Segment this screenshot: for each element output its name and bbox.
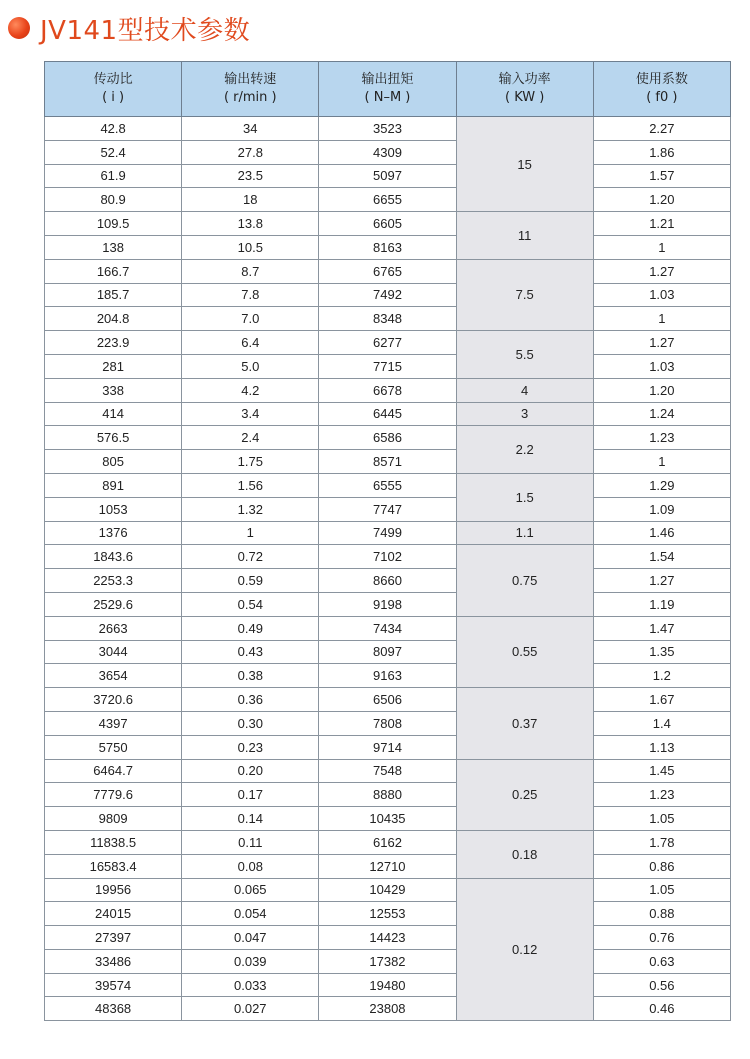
torque-cell: 14423 bbox=[319, 926, 456, 950]
speed-cell: 1.32 bbox=[182, 497, 319, 521]
ratio-cell: 16583.4 bbox=[45, 854, 182, 878]
service-factor-cell: 1.29 bbox=[593, 473, 730, 497]
power-cell: 0.12 bbox=[456, 878, 593, 1021]
speed-cell: 0.59 bbox=[182, 569, 319, 593]
service-factor-cell: 1.46 bbox=[593, 521, 730, 545]
table-row bbox=[45, 711, 731, 735]
speed-cell: 0.047 bbox=[182, 926, 319, 950]
ratio-cell: 576.5 bbox=[45, 426, 182, 450]
service-factor-cell: 1.05 bbox=[593, 807, 730, 831]
power-cell: 0.25 bbox=[456, 759, 593, 830]
speed-cell: 7.0 bbox=[182, 307, 319, 331]
table-row bbox=[45, 688, 731, 712]
table-row bbox=[45, 378, 731, 402]
ratio-cell: 5750 bbox=[45, 735, 182, 759]
ratio-cell: 2253.3 bbox=[45, 569, 182, 593]
torque-cell: 6445 bbox=[319, 402, 456, 426]
torque-cell: 19480 bbox=[319, 973, 456, 997]
service-factor-cell: 1.4 bbox=[593, 711, 730, 735]
service-factor-cell: 0.56 bbox=[593, 973, 730, 997]
ratio-cell: 166.7 bbox=[45, 259, 182, 283]
ratio-cell: 42.8 bbox=[45, 117, 182, 141]
speed-cell: 18 bbox=[182, 188, 319, 212]
speed-cell: 7.8 bbox=[182, 283, 319, 307]
speed-cell: 0.72 bbox=[182, 545, 319, 569]
service-factor-cell: 1.27 bbox=[593, 331, 730, 355]
spec-table bbox=[44, 61, 731, 1021]
table-row bbox=[45, 212, 731, 236]
table-row bbox=[45, 450, 731, 474]
torque-cell: 6678 bbox=[319, 378, 456, 402]
service-factor-cell: 1 bbox=[593, 235, 730, 259]
ratio-cell: 9809 bbox=[45, 807, 182, 831]
ratio-cell: 7779.6 bbox=[45, 783, 182, 807]
speed-cell: 1 bbox=[182, 521, 319, 545]
bullet-dot-icon bbox=[8, 17, 30, 39]
power-cell: 15 bbox=[456, 117, 593, 212]
speed-cell: 0.065 bbox=[182, 878, 319, 902]
ratio-cell: 11838.5 bbox=[45, 830, 182, 854]
ratio-cell: 39574 bbox=[45, 973, 182, 997]
torque-cell: 7548 bbox=[319, 759, 456, 783]
service-factor-cell: 1 bbox=[593, 450, 730, 474]
service-factor-cell: 1.54 bbox=[593, 545, 730, 569]
torque-cell: 7102 bbox=[319, 545, 456, 569]
ratio-cell: 1376 bbox=[45, 521, 182, 545]
ratio-cell: 3044 bbox=[45, 640, 182, 664]
ratio-cell: 414 bbox=[45, 402, 182, 426]
power-cell: 11 bbox=[456, 212, 593, 260]
ratio-cell: 27397 bbox=[45, 926, 182, 950]
header-service-factor: 使用系数 ( f0 ) bbox=[593, 62, 730, 117]
service-factor-cell: 1.03 bbox=[593, 354, 730, 378]
service-factor-cell: 1.67 bbox=[593, 688, 730, 712]
ratio-cell: 4397 bbox=[45, 711, 182, 735]
table-row bbox=[45, 664, 731, 688]
service-factor-cell: 1.13 bbox=[593, 735, 730, 759]
torque-cell: 9198 bbox=[319, 592, 456, 616]
service-factor-cell: 1.23 bbox=[593, 783, 730, 807]
service-factor-cell: 0.76 bbox=[593, 926, 730, 950]
service-factor-cell: 1.86 bbox=[593, 140, 730, 164]
torque-cell: 7434 bbox=[319, 616, 456, 640]
service-factor-cell: 1.27 bbox=[593, 569, 730, 593]
torque-cell: 6765 bbox=[319, 259, 456, 283]
speed-cell: 5.0 bbox=[182, 354, 319, 378]
speed-cell: 0.54 bbox=[182, 592, 319, 616]
table-row bbox=[45, 235, 731, 259]
torque-cell: 8097 bbox=[319, 640, 456, 664]
torque-cell: 8660 bbox=[319, 569, 456, 593]
torque-cell: 7492 bbox=[319, 283, 456, 307]
service-factor-cell: 1.47 bbox=[593, 616, 730, 640]
service-factor-cell: 1.57 bbox=[593, 164, 730, 188]
speed-cell: 0.14 bbox=[182, 807, 319, 831]
ratio-cell: 3654 bbox=[45, 664, 182, 688]
ratio-cell: 52.4 bbox=[45, 140, 182, 164]
table-row bbox=[45, 616, 731, 640]
table-row bbox=[45, 973, 731, 997]
power-cell: 1.1 bbox=[456, 521, 593, 545]
service-factor-cell: 0.63 bbox=[593, 949, 730, 973]
torque-cell: 6277 bbox=[319, 331, 456, 355]
speed-cell: 0.23 bbox=[182, 735, 319, 759]
speed-cell: 0.08 bbox=[182, 854, 319, 878]
torque-cell: 6655 bbox=[319, 188, 456, 212]
power-cell: 3 bbox=[456, 402, 593, 426]
table-row bbox=[45, 164, 731, 188]
service-factor-cell: 1.23 bbox=[593, 426, 730, 450]
torque-cell: 12710 bbox=[319, 854, 456, 878]
table-row bbox=[45, 926, 731, 950]
torque-cell: 4309 bbox=[319, 140, 456, 164]
table-row bbox=[45, 331, 731, 355]
torque-cell: 7715 bbox=[319, 354, 456, 378]
table-row bbox=[45, 949, 731, 973]
table-row bbox=[45, 307, 731, 331]
ratio-cell: 1843.6 bbox=[45, 545, 182, 569]
power-cell: 5.5 bbox=[456, 331, 593, 379]
ratio-cell: 891 bbox=[45, 473, 182, 497]
service-factor-cell: 0.46 bbox=[593, 997, 730, 1021]
speed-cell: 1.75 bbox=[182, 450, 319, 474]
torque-cell: 7747 bbox=[319, 497, 456, 521]
speed-cell: 34 bbox=[182, 117, 319, 141]
header-ratio: 传动比 ( i ) bbox=[45, 62, 182, 117]
ratio-cell: 281 bbox=[45, 354, 182, 378]
ratio-cell: 338 bbox=[45, 378, 182, 402]
ratio-cell: 138 bbox=[45, 235, 182, 259]
table-row bbox=[45, 830, 731, 854]
speed-cell: 0.36 bbox=[182, 688, 319, 712]
speed-cell: 8.7 bbox=[182, 259, 319, 283]
table-row bbox=[45, 807, 731, 831]
table-row bbox=[45, 117, 731, 141]
torque-cell: 8880 bbox=[319, 783, 456, 807]
power-cell: 0.55 bbox=[456, 616, 593, 687]
table-row bbox=[45, 188, 731, 212]
service-factor-cell: 1 bbox=[593, 307, 730, 331]
power-cell: 0.18 bbox=[456, 830, 593, 878]
power-cell: 0.37 bbox=[456, 688, 593, 759]
table-row bbox=[45, 354, 731, 378]
table-row bbox=[45, 426, 731, 450]
service-factor-cell: 0.88 bbox=[593, 902, 730, 926]
table-row bbox=[45, 592, 731, 616]
speed-cell: 2.4 bbox=[182, 426, 319, 450]
speed-cell: 0.027 bbox=[182, 997, 319, 1021]
service-factor-cell: 1.20 bbox=[593, 188, 730, 212]
ratio-cell: 2529.6 bbox=[45, 592, 182, 616]
speed-cell: 0.17 bbox=[182, 783, 319, 807]
ratio-cell: 2663 bbox=[45, 616, 182, 640]
service-factor-cell: 1.27 bbox=[593, 259, 730, 283]
ratio-cell: 109.5 bbox=[45, 212, 182, 236]
ratio-cell: 1053 bbox=[45, 497, 182, 521]
torque-cell: 7499 bbox=[319, 521, 456, 545]
page-title bbox=[8, 6, 250, 50]
torque-cell: 8348 bbox=[319, 307, 456, 331]
table-row bbox=[45, 783, 731, 807]
speed-cell: 0.49 bbox=[182, 616, 319, 640]
power-cell: 2.2 bbox=[456, 426, 593, 474]
torque-cell: 9163 bbox=[319, 664, 456, 688]
torque-cell: 6586 bbox=[319, 426, 456, 450]
service-factor-cell: 1.21 bbox=[593, 212, 730, 236]
speed-cell: 4.2 bbox=[182, 378, 319, 402]
power-cell: 7.5 bbox=[456, 259, 593, 330]
torque-cell: 7808 bbox=[319, 711, 456, 735]
table-row bbox=[45, 259, 731, 283]
speed-cell: 27.8 bbox=[182, 140, 319, 164]
speed-cell: 6.4 bbox=[182, 331, 319, 355]
torque-cell: 6162 bbox=[319, 830, 456, 854]
ratio-cell: 19956 bbox=[45, 878, 182, 902]
torque-cell: 12553 bbox=[319, 902, 456, 926]
service-factor-cell: 1.03 bbox=[593, 283, 730, 307]
table-header-row bbox=[45, 62, 731, 117]
speed-cell: 0.43 bbox=[182, 640, 319, 664]
torque-cell: 5097 bbox=[319, 164, 456, 188]
service-factor-cell: 1.09 bbox=[593, 497, 730, 521]
speed-cell: 0.30 bbox=[182, 711, 319, 735]
header-speed: 输出转速 ( r/min ) bbox=[182, 62, 319, 117]
speed-cell: 0.039 bbox=[182, 949, 319, 973]
speed-cell: 3.4 bbox=[182, 402, 319, 426]
ratio-cell: 48368 bbox=[45, 997, 182, 1021]
service-factor-cell: 1.35 bbox=[593, 640, 730, 664]
speed-cell: 10.5 bbox=[182, 235, 319, 259]
ratio-cell: 6464.7 bbox=[45, 759, 182, 783]
ratio-cell: 33486 bbox=[45, 949, 182, 973]
ratio-cell: 61.9 bbox=[45, 164, 182, 188]
torque-cell: 8571 bbox=[319, 450, 456, 474]
ratio-cell: 80.9 bbox=[45, 188, 182, 212]
torque-cell: 6555 bbox=[319, 473, 456, 497]
ratio-cell: 3720.6 bbox=[45, 688, 182, 712]
table-row bbox=[45, 878, 731, 902]
torque-cell: 8163 bbox=[319, 235, 456, 259]
ratio-cell: 805 bbox=[45, 450, 182, 474]
service-factor-cell: 1.20 bbox=[593, 378, 730, 402]
table-row bbox=[45, 569, 731, 593]
torque-cell: 6605 bbox=[319, 212, 456, 236]
service-factor-cell: 1.05 bbox=[593, 878, 730, 902]
table-row bbox=[45, 545, 731, 569]
torque-cell: 10435 bbox=[319, 807, 456, 831]
torque-cell: 10429 bbox=[319, 878, 456, 902]
torque-cell: 3523 bbox=[319, 117, 456, 141]
table-row bbox=[45, 283, 731, 307]
service-factor-cell: 2.27 bbox=[593, 117, 730, 141]
speed-cell: 0.033 bbox=[182, 973, 319, 997]
service-factor-cell: 1.45 bbox=[593, 759, 730, 783]
power-cell: 0.75 bbox=[456, 545, 593, 616]
table-row bbox=[45, 473, 731, 497]
service-factor-cell: 1.24 bbox=[593, 402, 730, 426]
ratio-cell: 204.8 bbox=[45, 307, 182, 331]
torque-cell: 23808 bbox=[319, 997, 456, 1021]
service-factor-cell: 0.86 bbox=[593, 854, 730, 878]
table-row bbox=[45, 854, 731, 878]
table-row bbox=[45, 902, 731, 926]
service-factor-cell: 1.19 bbox=[593, 592, 730, 616]
torque-cell: 9714 bbox=[319, 735, 456, 759]
service-factor-cell: 1.78 bbox=[593, 830, 730, 854]
table-row bbox=[45, 497, 731, 521]
table-row bbox=[45, 402, 731, 426]
service-factor-cell: 1.2 bbox=[593, 664, 730, 688]
table-body bbox=[45, 117, 731, 1021]
table-row bbox=[45, 140, 731, 164]
header-power: 输入功率 ( KW ) bbox=[456, 62, 593, 117]
speed-cell: 0.11 bbox=[182, 830, 319, 854]
table-row bbox=[45, 640, 731, 664]
header-torque: 输出扭矩 ( N–M ) bbox=[319, 62, 456, 117]
title-text: JV141型技术参数 bbox=[40, 15, 251, 46]
ratio-cell: 223.9 bbox=[45, 331, 182, 355]
speed-cell: 13.8 bbox=[182, 212, 319, 236]
table-row bbox=[45, 759, 731, 783]
torque-cell: 17382 bbox=[319, 949, 456, 973]
speed-cell: 0.20 bbox=[182, 759, 319, 783]
power-cell: 4 bbox=[456, 378, 593, 402]
table-row bbox=[45, 521, 731, 545]
speed-cell: 23.5 bbox=[182, 164, 319, 188]
speed-cell: 1.56 bbox=[182, 473, 319, 497]
ratio-cell: 185.7 bbox=[45, 283, 182, 307]
torque-cell: 6506 bbox=[319, 688, 456, 712]
speed-cell: 0.38 bbox=[182, 664, 319, 688]
ratio-cell: 24015 bbox=[45, 902, 182, 926]
speed-cell: 0.054 bbox=[182, 902, 319, 926]
table-row bbox=[45, 735, 731, 759]
table-row bbox=[45, 997, 731, 1021]
power-cell: 1.5 bbox=[456, 473, 593, 521]
